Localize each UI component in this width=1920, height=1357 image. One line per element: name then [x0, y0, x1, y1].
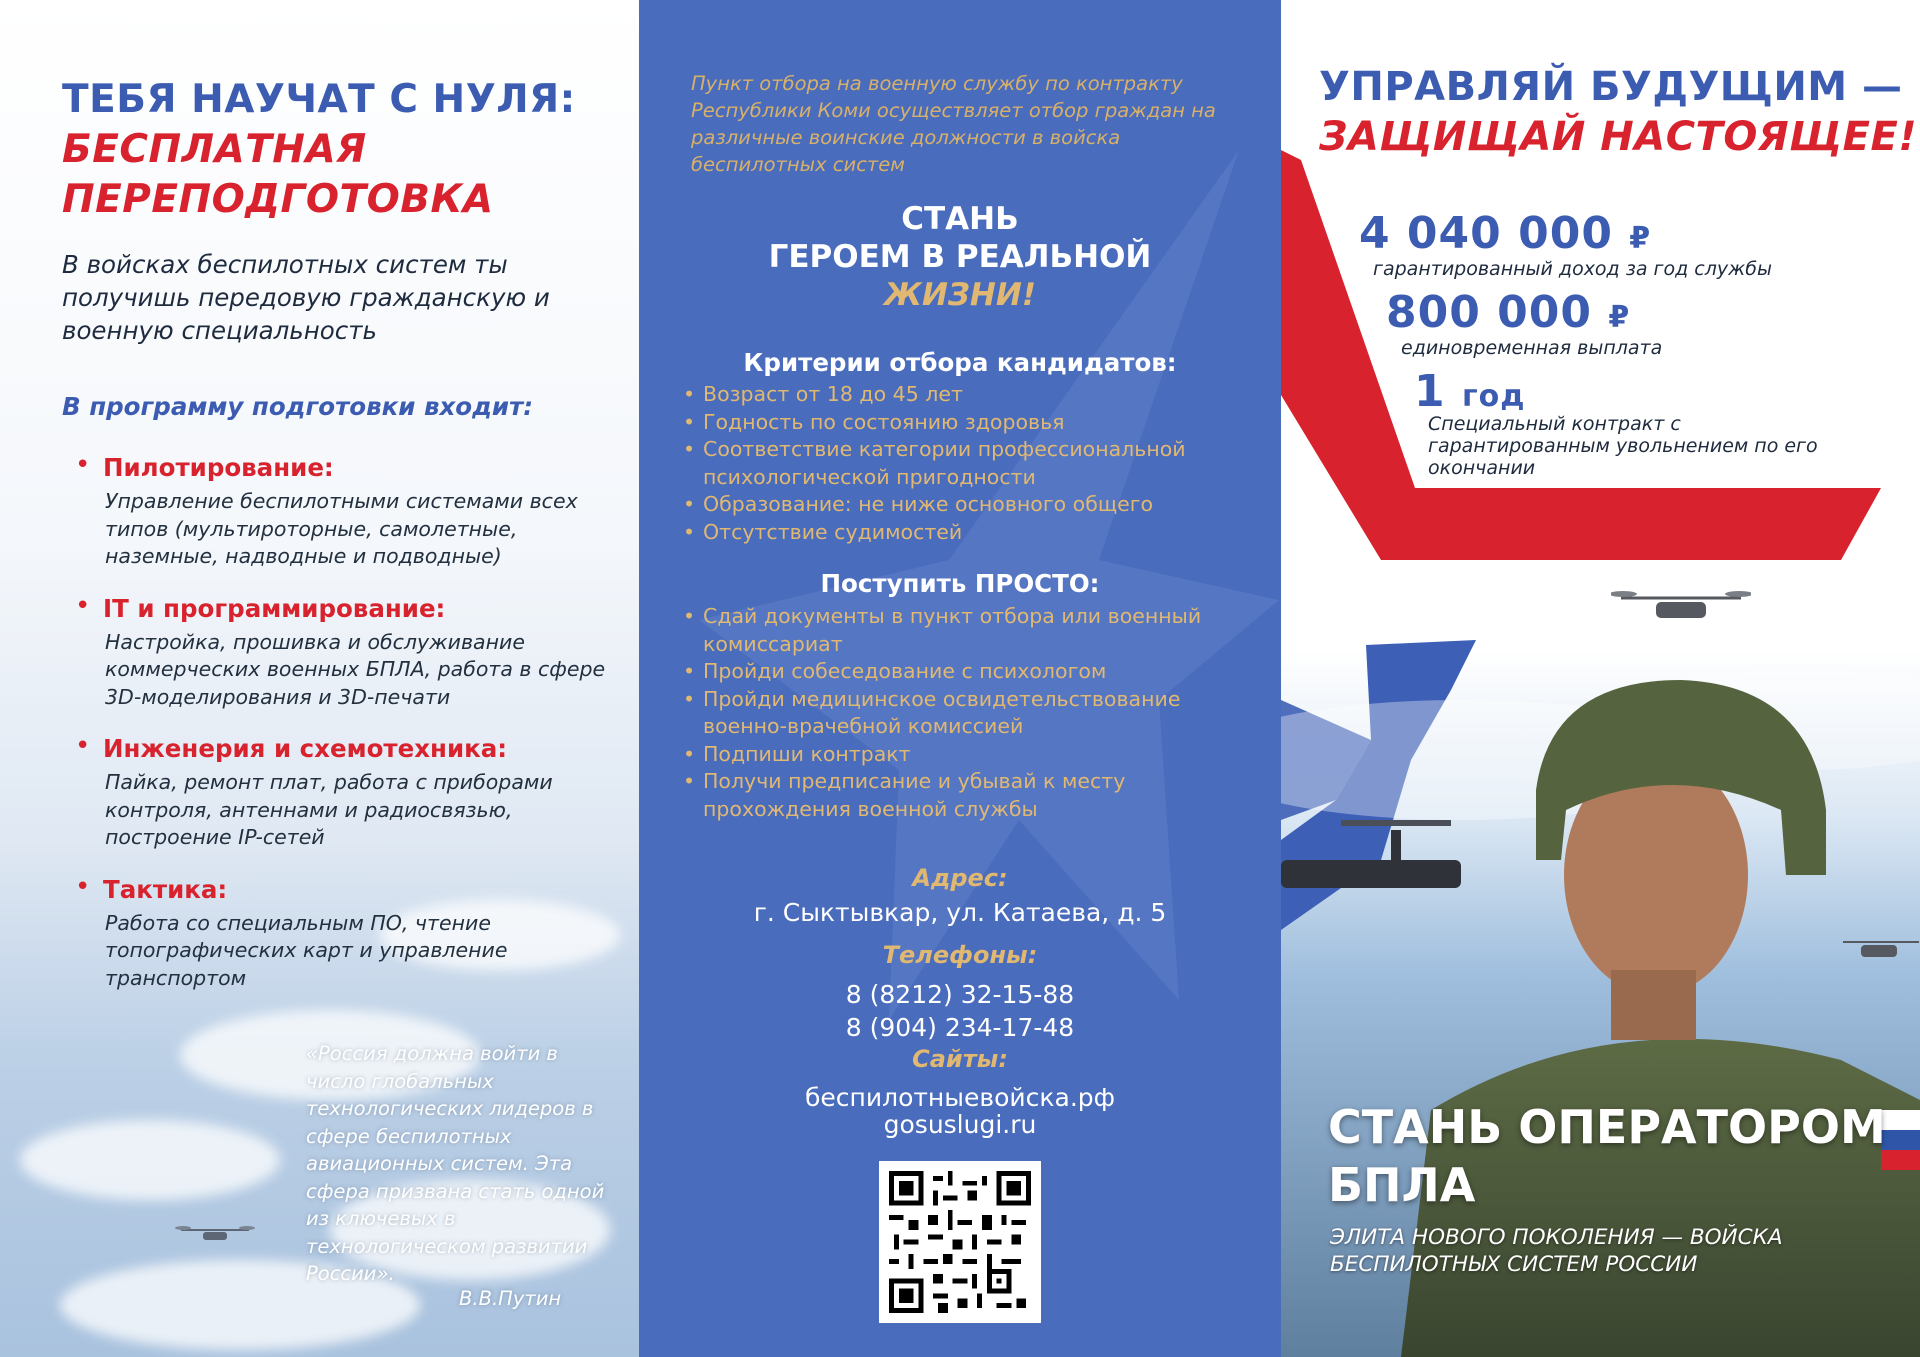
selection-intro: Пункт отбора на военную службу по контракту Республики Коми осуществляет отбор граждан на различные воинские должности в войска беспилотных систем: [691, 72, 1216, 176]
hero-line-3: ЖИЗНИ!: [884, 277, 1036, 313]
payment-currency: ₽: [1608, 300, 1631, 335]
drone-icon: [1841, 930, 1920, 970]
income-value: 4 040 000: [1359, 208, 1613, 259]
headline-line-3: ПЕРЕПОДГОТОВКА: [62, 177, 494, 222]
income-currency: ₽: [1629, 221, 1652, 256]
qr-code[interactable]: [879, 1161, 1041, 1323]
program-item: [75, 593, 620, 712]
step-item: • Пройди медицинское освидетельствование военно-врачебной комиссией: [683, 686, 1243, 741]
hero-line-2: ГЕРОЕМ В РЕАЛЬНОЙ: [768, 239, 1152, 275]
program-item-title: • Пилотирование:: [103, 453, 334, 482]
program-item-desc: Работа со специальным ПО, чтение топографических карт и управление транспортом: [105, 910, 508, 990]
headline-line-2: БЕСПЛАТНАЯ: [62, 127, 367, 172]
cta-line-2: БПЛА: [1328, 1158, 1476, 1212]
cloud-shape: [20, 1120, 280, 1200]
quote-author: В.В.Путин: [459, 1287, 562, 1310]
site-link-1[interactable]: беспилотныевойска.рф: [804, 1083, 1116, 1112]
criteria-item: • Годность по состоянию здоровья: [683, 409, 1243, 437]
cta-subtitle: ЭЛИТА НОВОГО ПОКОЛЕНИЯ — ВОЙСКА БЕСПИЛОТНЫХ СИСТЕМ РОССИИ: [1330, 1225, 1783, 1277]
program-item-title: • Инженерия и схемотехника:: [103, 734, 508, 763]
term-number: 1: [1414, 366, 1446, 417]
headline-line-1: ТЕБЯ НАУЧАТ С НУЛЯ:: [62, 77, 576, 122]
hero-line-1: СТАНЬ: [901, 201, 1019, 237]
phone-1[interactable]: 8 (8212) 32-15-88: [845, 980, 1075, 1009]
program-item: [75, 874, 620, 993]
steps-list: [683, 603, 1243, 823]
slogan-line-2: ЗАЩИЩАЙ НАСТОЯЩЕЕ!: [1319, 114, 1918, 160]
headline: [62, 75, 576, 225]
drone-icon: [175, 1222, 255, 1248]
step-item: • Подпиши контракт: [683, 741, 1243, 769]
phones-label: Телефоны:: [882, 941, 1038, 969]
step-item: • Сдай документы в пункт отбора или военный комиссариат: [683, 603, 1243, 658]
criteria-item: • Возраст от 18 до 45 лет: [683, 381, 1243, 409]
left-panel: [0, 0, 639, 1357]
slogan: [1319, 62, 1917, 162]
cta-line-1: СТАНЬ ОПЕРАТОРОМ: [1328, 1100, 1886, 1154]
phone-2[interactable]: 8 (904) 234-17-48: [845, 1013, 1075, 1042]
income-text: гарантированный доход за год службы: [1373, 258, 1772, 280]
criteria-item: • Образование: не ниже основного общего: [683, 491, 1243, 519]
sites-label: Сайты:: [912, 1045, 1008, 1073]
criteria-item: • Соответствие категории профессиональной психологической пригодности: [683, 436, 1243, 491]
payment-value: 800 000: [1386, 287, 1593, 338]
program-item: [75, 733, 620, 852]
payment-text: единовременная выплата: [1401, 337, 1663, 359]
term-unit: год: [1461, 379, 1526, 414]
term-text: Специальный контракт с гарантированным увольнением по его окончании: [1428, 413, 1818, 479]
program-list: [75, 452, 620, 1014]
cta-title: [1328, 1098, 1908, 1214]
payment-amount: [1386, 287, 1630, 338]
right-panel: [1281, 0, 1920, 1357]
criteria-title: Критерии отбора кандидатов:: [743, 348, 1177, 377]
address-label: Адрес:: [912, 864, 1008, 892]
program-item-title: • Тактика:: [103, 874, 228, 904]
hero-title: [639, 200, 1281, 314]
program-item-title: • IT и программирование:: [103, 593, 446, 623]
criteria-item: • Отсутствие судимостей: [683, 519, 1243, 547]
step-item: • Получи предписание и убывай к месту прохождения военной службы: [683, 768, 1243, 823]
criteria-list: [683, 381, 1243, 546]
address-value: г. Сыктывкар, ул. Катаева, д. 5: [753, 898, 1167, 927]
steps-title: Поступить ПРОСТО:: [820, 569, 1100, 598]
quote-text: «Россия должна войти в число глобальных технологических лидеров в сфере беспилотных авиационных систем. Эта сфера призвана стать одной из ключевых в технологическом развитии России».: [306, 1042, 605, 1285]
term-amount: [1414, 366, 1525, 417]
middle-panel: [639, 0, 1281, 1357]
slogan-line-1: УПРАВЛЯЙ БУДУЩИМ —: [1319, 64, 1903, 110]
intro-text: В войсках беспилотных систем ты получишь передовую гражданскую и военную специальность: [62, 250, 550, 345]
program-title: В программу подготовки входит:: [62, 392, 534, 421]
qr-code-icon: [889, 1171, 1031, 1313]
program-item-desc: Настройка, прошивка и обслуживание коммерческих военных БПЛА, работа в сфере 3D-моделирования и 3D-печати: [105, 629, 606, 709]
income-amount: [1359, 208, 1651, 259]
program-item-desc: Управление беспилотными системами всех типов (мультироторные, самолетные, наземные, надводные и подводные): [105, 489, 578, 568]
program-item-desc: Пайка, ремонт плат, работа с приборами контроля, антеннами и радиосвязью, построение IP-сетей: [105, 770, 553, 849]
site-link-2[interactable]: gosuslugi.ru: [883, 1110, 1037, 1139]
step-item: • Пройди собеседование с психологом: [683, 658, 1243, 686]
program-item: [75, 452, 620, 571]
drone-icon: [1611, 580, 1751, 640]
